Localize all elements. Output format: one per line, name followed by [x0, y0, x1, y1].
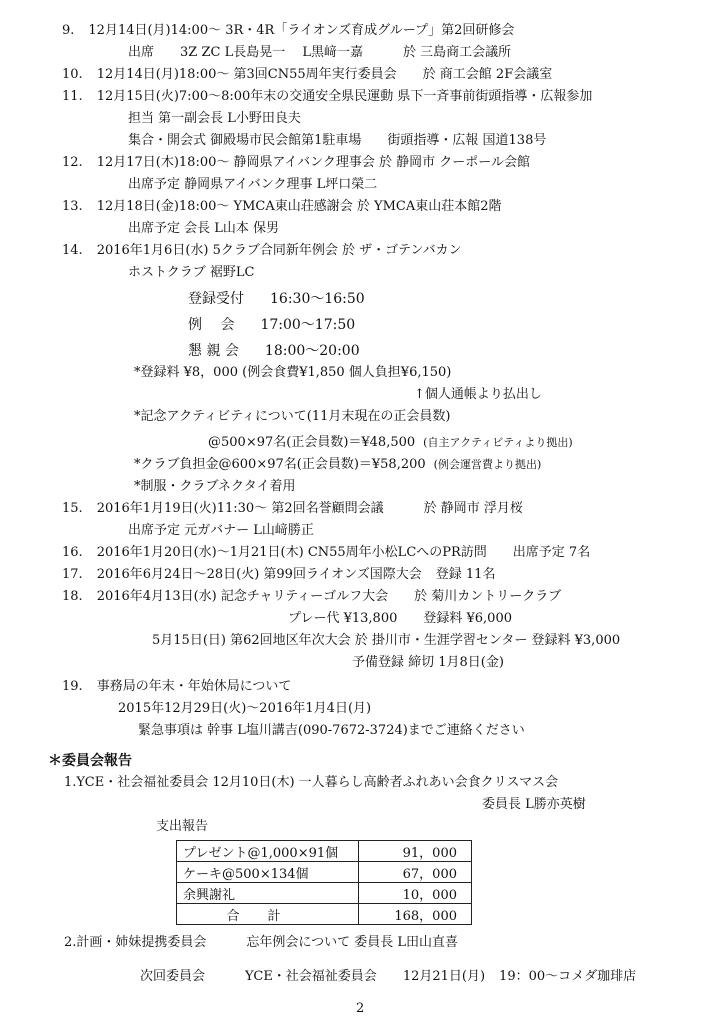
expense-row — [177, 841, 472, 862]
item-text: 事務局の年末・年始休局について — [96, 679, 292, 694]
expense-table — [176, 840, 472, 925]
item-13-line-2: 出席予定 会長 L山本 保男 — [128, 221, 280, 236]
item-19 — [62, 678, 291, 696]
page-number: 2 — [356, 1001, 365, 1016]
venue: 於 菊川カントリークラブ — [414, 589, 562, 604]
item-number: 17. — [62, 567, 83, 582]
committee-1: 1.YCE・社会福祉委員会 12月10日(木) 一人暮らし高齢者ふれあい会食クリスマス会 — [64, 775, 559, 790]
venue: 於 商工会館 2F会議室 — [422, 67, 553, 82]
item-text: 2016年6月24日～28日(火) 第99回ライオンズ国際大会 — [96, 567, 422, 582]
item-11-line-3: 集合・開会式 御殿場市民会館第1駐車場 街頭指導・広報 国道138号 — [128, 133, 547, 148]
item-number: 19. — [62, 679, 83, 694]
item-number: 14. — [62, 243, 83, 258]
item-text: 12月17日(木)18:00～ 静岡県アイバンク理事会 於 静岡市 クーポール会館 — [96, 155, 530, 170]
expense-row — [177, 883, 472, 904]
item-14-fee: *登録料 ¥8，000 (例会食費¥1,850 個人負担¥6,150) — [134, 365, 452, 380]
item-18-may-convention: 5月15日(日) 第62回地区年次大会 於 掛川市・生涯学習センター 登録料 ¥3,000 — [152, 633, 621, 648]
item-18 — [62, 588, 561, 606]
item-15 — [62, 500, 523, 518]
expense-total-label: 合計 — [177, 904, 359, 925]
item-11 — [62, 88, 592, 106]
item-19-contact: 緊急事項は 幹事 L塩川講吉(090-7672-3724)までご連絡ください — [138, 723, 525, 738]
item-text: 2016年4月13日(水) 記念チャリティーゴルフ大会 — [96, 589, 389, 604]
item-number: 9. — [62, 23, 75, 38]
item-18-fees: プレー代 ¥13,800 登録料 ¥6,000 — [288, 611, 512, 626]
item-14-activity: *記念アクティビティについて(11月末現在の正会員数) — [134, 409, 451, 424]
expense-rows — [177, 841, 472, 925]
item-note: 出席予定 7名 — [512, 545, 591, 560]
item-9 — [62, 22, 514, 40]
attendees: 3Z ZC L長島晃一 L黒﨑一嘉 — [180, 45, 363, 60]
item-12-line-2: 出席予定 静岡県アイバンク理事 L坪口榮二 — [128, 177, 378, 192]
attend-label: 出席 — [128, 45, 155, 60]
expense-row — [177, 862, 472, 883]
expense-total-row — [177, 904, 472, 925]
item-18-pre-registration: 予備登録 締切 1月8日(金) — [352, 655, 504, 670]
item-text: 12月14日(月)18:00～ 第3回CN55周年実行委員会 — [96, 67, 397, 82]
item-note: 登録 11名 — [435, 567, 496, 582]
item-text: 12月18日(金)18:00～ YMCA東山荘感謝会 於 YMCA東山荘本館2階 — [96, 199, 502, 214]
expense-amount: 91，000 — [359, 841, 472, 862]
item-text: 2016年1月19日(火)11:30～ 第2回名誉顧問会議 — [96, 501, 384, 516]
committee-1-chair: 委員長 L勝亦英樹 — [482, 797, 586, 812]
item-number: 13. — [62, 199, 83, 214]
item-number: 16. — [62, 545, 83, 560]
item-13 — [62, 198, 502, 216]
item-number: 11. — [62, 89, 83, 104]
item-number: 10. — [62, 67, 83, 82]
item-number: 12. — [62, 155, 83, 170]
item-text: 12月14日(月)14:00～ 3R・4R「ライオンズ育成グループ」第2回研修会 — [88, 23, 515, 38]
expense-total-amount: 168，000 — [359, 904, 472, 925]
item-14-club-fee: *クラブ負担金@600×97名(正会員数)＝¥58,200 (例会運営費より拠出) — [134, 457, 542, 472]
committee-2: 2.計画・姉妹提携委員会 忘年例会について 委員長 L田山直喜 — [64, 935, 459, 950]
venue: 於 静岡市 浮月桜 — [423, 501, 523, 516]
item-14-dress-code: *制服・クラブネクタイ着用 — [134, 479, 296, 494]
item-12 — [62, 154, 530, 172]
item-text: 12月15日(火)7:00～8:00年末の交通安全県民運動 県下一斉事前街頭指導・広報参加 — [96, 89, 593, 104]
item-14-host: ホストクラブ 裾野LC — [128, 265, 255, 280]
item-16 — [62, 544, 590, 562]
item-14-meeting: 例 会 17:00～17:50 — [188, 317, 356, 333]
item-14 — [62, 242, 462, 260]
committee-report-heading: ＊委員会報告 — [48, 753, 132, 769]
item-text: 2016年1月6日(水) 5クラブ合同新年例会 於 ザ・ゴテンバカン — [96, 243, 462, 258]
item-number: 18. — [62, 589, 83, 604]
item-number: 15. — [62, 501, 83, 516]
expense-report-title: 支出報告 — [156, 819, 209, 834]
item-14-party: 懇 親 会 18:00～20:00 — [188, 343, 360, 359]
expense-item: プレゼント@1,000×91個 — [177, 841, 359, 862]
item-15-line-2: 出席予定 元ガバナー L山﨑勝正 — [128, 523, 314, 538]
item-11-line-2: 担当 第一副会長 L小野田良夫 — [128, 111, 301, 126]
item-14-fee-note: ↑個人通帳より払出し — [414, 387, 542, 402]
item-10 — [62, 66, 552, 84]
expense-item: 余興謝礼 — [177, 883, 359, 904]
expense-amount: 67，000 — [359, 862, 472, 883]
expense-amount: 10，000 — [359, 883, 472, 904]
item-17 — [62, 566, 495, 584]
item-text: 2016年1月20日(水)～1月21日(木) CN55周年小松LCへのPR訪問 — [96, 545, 487, 560]
item-9-attendance — [128, 44, 511, 62]
item-19-period: 2015年12月29日(火)～2016年1月4日(月) — [118, 701, 372, 716]
venue: 於 三島商工会議所 — [402, 45, 512, 60]
item-14-registration: 登録受付 16:30～16:50 — [188, 291, 365, 307]
next-committee: 次回委員会 YCE・社会福祉委員会 12月21日(月) 19：00～コメダ珈琲店 — [140, 969, 637, 984]
expense-item: ケーキ@500×134個 — [177, 862, 359, 883]
item-14-activity-calc: @500×97名(正会員数)＝¥48,500 (自主アクティビティより拠出) — [208, 435, 573, 450]
